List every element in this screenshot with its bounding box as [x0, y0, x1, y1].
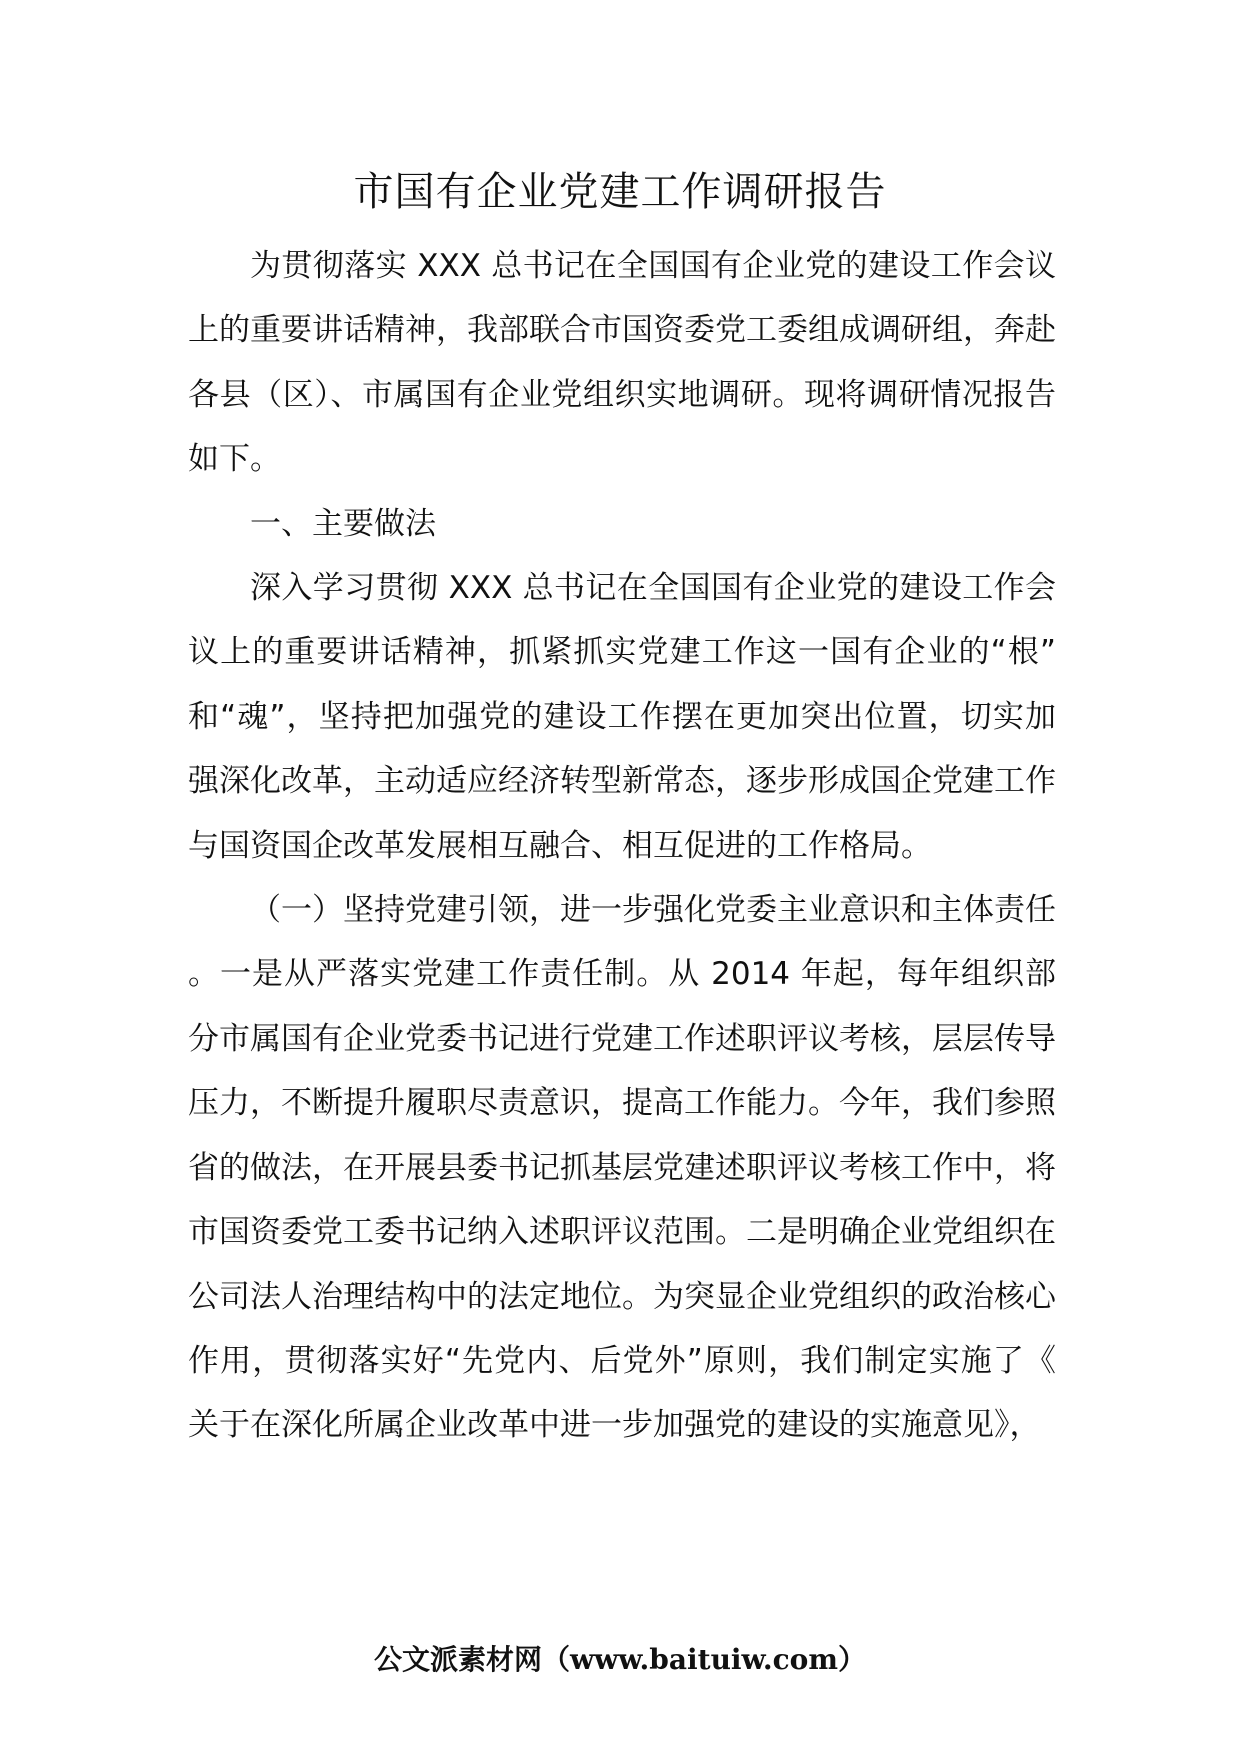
footer-watermark: 公文派素材网（www.baituiw.com）: [374, 1643, 866, 1676]
paragraph-intro: 为贯彻落实 XXX 总书记在全国国有企业党的建设工作会议上的重要讲话精神，我部联合市国资委党工委组成调研组，奔赴各县（区）、市属国有企业党组织实地调研。现将调研情况报告如下。: [188, 248, 1056, 478]
document-body: [188, 234, 1056, 1458]
section-heading-main-practices: 一、主要做法: [250, 505, 436, 542]
document-title: 市国有企业党建工作调研报告: [353, 169, 887, 215]
paragraph-main-practices: 深入学习贯彻 XXX 总书记在全国国有企业党的建设工作会议上的重要讲话精神，抓紧抓实党建工作这一国有企业的“根”和“魂”，坚持把加强党的建设工作摆在更加突出位置，切实加强深化改革，主动适应经济转型新常态，逐步形成国企党建工作与国资国企改革发展相互融合、相互促进的工作格局。: [188, 570, 1056, 864]
paragraph-party-leadership: （一）坚持党建引领，进一步强化党委主业意识和主体责任。一是从严落实党建工作责任制。从 2014 年起，每年组织部分市属国有企业党委书记进行党建工作述职评议考核，层层传导压力，不断提升履职尽责意识，提高工作能力。今年，我们参照省的做法，在开展县委书记抓基层党建述职评议考核工作中，将市国资委党工委书记纳入述职评议范围。二是明确企业党组织在公司法人治理结构中的法定地位。为突显企业党组织的政治核心作用，贯彻落实好“先党内、后党外”原则，我们制定实施了《关于在深化所属企业改革中进一步加强党的建设的实施意见》，: [188, 892, 1056, 1444]
